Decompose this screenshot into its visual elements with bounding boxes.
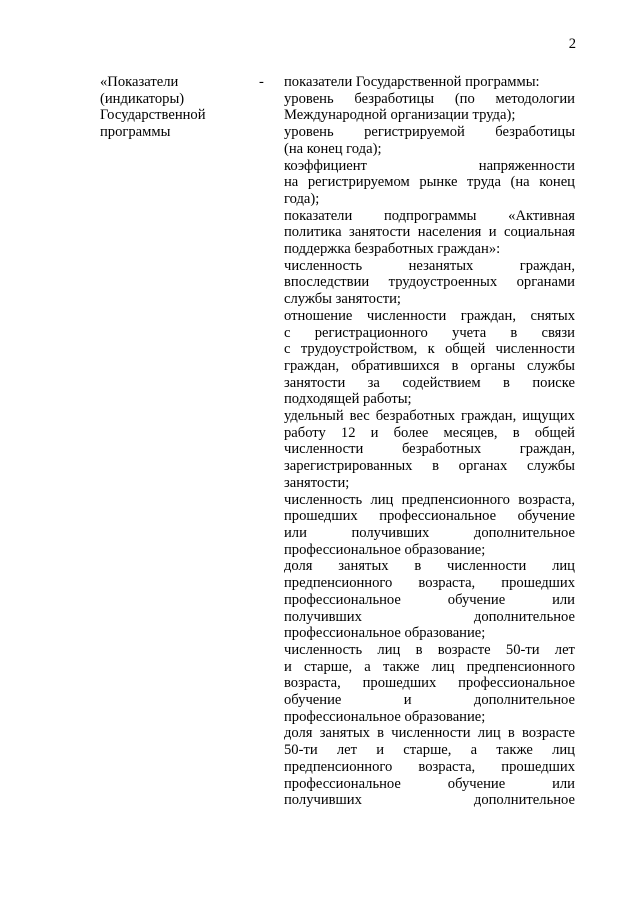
word: возраста,: [518, 491, 575, 508]
word: или: [284, 524, 307, 541]
word: численность: [284, 641, 363, 658]
word: снятых: [530, 307, 575, 324]
word: напряженности: [478, 157, 575, 174]
text-line: [284, 191, 575, 208]
word: трудоустройством,: [300, 341, 418, 358]
word: профессиональное образование;: [284, 708, 486, 725]
word: занятости: [349, 224, 411, 241]
word: в: [510, 324, 518, 341]
text-line: [284, 776, 575, 793]
word: к: [427, 341, 435, 358]
word: предпенсионного: [401, 491, 510, 508]
word: безработных: [375, 408, 456, 425]
word: граждан,: [461, 408, 517, 425]
word: обучение: [517, 508, 575, 525]
word: лиц: [377, 641, 401, 658]
word: удельный: [284, 408, 344, 425]
word: получивших: [284, 608, 362, 625]
text-line: [284, 659, 575, 676]
word: а: [470, 742, 478, 759]
word: граждан,: [519, 441, 575, 458]
text-line: [284, 759, 575, 776]
word: связи: [541, 324, 575, 341]
word: возраста,: [418, 575, 476, 592]
indicator-paragraph: [284, 558, 575, 642]
word: лет: [554, 641, 575, 658]
text-line: [284, 74, 575, 91]
text-line: [284, 174, 575, 191]
word: месяцев,: [443, 424, 498, 441]
word: органами: [516, 274, 575, 291]
word: в: [415, 641, 423, 658]
word: в: [512, 424, 520, 441]
word: прошедших: [284, 508, 358, 525]
word: численности: [495, 341, 575, 358]
word: прошедших: [501, 758, 575, 775]
separator-dash: -: [259, 74, 264, 90]
word: безработицы: [354, 90, 435, 107]
text-line: [284, 107, 575, 124]
word: в: [377, 725, 385, 742]
word: также: [382, 658, 420, 675]
heading-line: (индикаторы): [100, 90, 185, 107]
word: обучение: [447, 775, 506, 792]
word: рынке: [419, 174, 458, 191]
word: возраста,: [418, 758, 476, 775]
word: 50-ти: [284, 742, 318, 759]
word: Международной организации труда);: [284, 107, 516, 124]
word: в: [432, 458, 440, 475]
word: лиц: [552, 558, 575, 575]
text-line: [284, 575, 575, 592]
text-line: [284, 141, 575, 158]
word: безработных: [401, 441, 482, 458]
word: (по: [454, 90, 475, 107]
word: и: [376, 742, 385, 759]
word: доля: [284, 558, 313, 575]
word: профессиональное: [284, 775, 401, 792]
word: предпенсионного: [284, 575, 393, 592]
word: поиске: [532, 374, 575, 391]
word: в: [507, 725, 515, 742]
word: в: [503, 374, 510, 391]
word: занятости: [284, 374, 346, 391]
word: профессиональное: [379, 508, 497, 525]
text-line: [284, 525, 575, 542]
indicator-paragraph: [284, 74, 575, 124]
word: профессиональное: [458, 675, 575, 692]
word: службы: [526, 458, 575, 475]
text-line: [284, 642, 575, 659]
word: возрасте: [437, 641, 491, 658]
word: численность: [284, 491, 363, 508]
word: численности: [391, 725, 471, 742]
word: на: [284, 174, 299, 191]
word: и: [284, 658, 292, 675]
indicator-paragraph: [284, 308, 575, 408]
word: показатели: [284, 207, 353, 224]
word: прошедших: [501, 575, 575, 592]
word: граждан,: [519, 257, 575, 274]
indicator-paragraph: [284, 492, 575, 559]
word: с: [284, 324, 291, 341]
word: дополнительное: [473, 792, 575, 809]
indicator-paragraph: [284, 258, 575, 308]
text-line: [284, 124, 575, 141]
word: регистрационного: [314, 324, 428, 341]
text-line: [284, 792, 575, 809]
word: предпенсионного: [284, 758, 393, 775]
text-line: [284, 692, 575, 709]
word: регистрируемой: [364, 124, 465, 141]
word: лет: [336, 742, 358, 759]
word: граждан,: [284, 357, 340, 374]
word: регистрируемом: [307, 174, 410, 191]
text-line: [284, 475, 575, 492]
text-line: [284, 492, 575, 509]
word: лиц: [370, 491, 394, 508]
word: уровень: [284, 124, 334, 141]
word: более: [393, 424, 429, 441]
word: доля: [284, 725, 313, 742]
word: численности: [446, 558, 527, 575]
word: социальная: [504, 224, 575, 241]
text-line: [284, 592, 575, 609]
indicator-paragraph: [284, 158, 575, 208]
word: населения: [417, 224, 482, 241]
word: прошедших: [362, 675, 437, 692]
word: возрасте: [521, 725, 575, 742]
text-line: [284, 458, 575, 475]
word: с: [284, 341, 291, 358]
text-line: [284, 291, 575, 308]
word: службы занятости;: [284, 291, 401, 308]
text-line: [284, 725, 575, 742]
word: дополнительное: [473, 608, 575, 625]
word: труда: [467, 174, 501, 191]
text-line: [284, 208, 575, 225]
word: в: [414, 558, 422, 575]
text-line: [284, 341, 575, 358]
word: работу: [284, 424, 326, 441]
text-line: [284, 441, 575, 458]
word: обучение: [447, 591, 506, 608]
text-line: [284, 391, 575, 408]
word: безработицы: [495, 124, 575, 141]
word: «Активная: [508, 207, 575, 224]
text-line: [284, 358, 575, 375]
word: дополнительное: [473, 524, 575, 541]
word: профессиональное: [284, 591, 401, 608]
word: получивших: [351, 524, 430, 541]
heading-line: Государственной: [100, 107, 206, 124]
word: (на: [510, 174, 530, 191]
text-line: [284, 258, 575, 275]
word: и: [403, 692, 412, 709]
heading-line: «Показатели: [100, 74, 179, 90]
word: 50-ти: [505, 641, 540, 658]
word: за: [367, 374, 380, 391]
text-line: [284, 542, 575, 559]
word: занятых: [319, 725, 370, 742]
indicator-paragraph: [284, 408, 575, 492]
word: конец: [539, 174, 575, 191]
text-line: [284, 425, 575, 442]
word: а: [364, 658, 371, 675]
word: также: [496, 742, 533, 759]
word: занятости;: [284, 474, 350, 491]
indicator-paragraph: [284, 124, 575, 157]
word: обратившихся: [351, 357, 440, 374]
word: (на конец года);: [284, 140, 382, 157]
word: общей: [445, 341, 486, 358]
word: политика: [284, 224, 342, 241]
word: подпрограммы: [383, 207, 477, 224]
word: вес: [349, 408, 370, 425]
word: поддержка безработных граждан»:: [284, 241, 501, 258]
word: лиц: [552, 742, 575, 759]
word: учета: [452, 324, 487, 341]
word: незанятых: [408, 257, 474, 274]
word: органы: [470, 357, 516, 374]
text-line: [284, 241, 575, 258]
word: численности: [366, 307, 447, 324]
word: трудоустроенных: [388, 274, 498, 291]
text-line: [284, 325, 575, 342]
word: методологии: [495, 90, 575, 107]
word: старше,: [303, 658, 353, 675]
word: или: [552, 591, 575, 608]
text-line: [284, 742, 575, 759]
word: численность: [284, 257, 363, 274]
word: лиц: [477, 725, 501, 742]
word: дополнительное: [473, 692, 575, 709]
word: численности: [284, 441, 364, 458]
word: занятых: [338, 558, 389, 575]
indicator-paragraph: [284, 725, 575, 809]
text-line: [284, 709, 575, 726]
word: органах: [458, 458, 508, 475]
word: подходящей работы;: [284, 391, 412, 408]
word: уровень: [284, 90, 334, 107]
word: службы: [527, 357, 575, 374]
heading-line: программы: [100, 124, 171, 141]
word: или: [552, 775, 575, 792]
word: возраста,: [284, 675, 341, 692]
word: 12: [340, 424, 356, 441]
word: ищущих: [522, 408, 575, 425]
page-number: 2: [568, 36, 576, 52]
text-line: [284, 609, 575, 626]
word: года);: [284, 190, 320, 207]
word: отношение: [284, 307, 353, 324]
word: предпенсионного: [466, 658, 575, 675]
word: зарегистрированных: [284, 458, 413, 475]
text-line: [284, 625, 575, 642]
word: показатели Государственной программы:: [284, 74, 540, 90]
indicator-paragraph: [284, 208, 575, 258]
text-line: [284, 408, 575, 425]
text-line: [284, 224, 575, 241]
text-line: [284, 308, 575, 325]
text-line: [284, 375, 575, 392]
word: в: [451, 357, 459, 374]
indicator-heading: [100, 74, 250, 141]
word: профессиональное образование;: [284, 541, 486, 558]
text-line: [284, 675, 575, 692]
word: и: [370, 424, 379, 441]
word: получивших: [284, 792, 362, 809]
word: коэффициент: [284, 157, 367, 174]
word: граждан,: [460, 307, 516, 324]
word: профессиональное образование;: [284, 625, 486, 642]
text-line: [284, 508, 575, 525]
word: впоследствии: [284, 274, 370, 291]
word: лиц: [431, 658, 455, 675]
text-line: [284, 91, 575, 108]
word: общей: [534, 424, 575, 441]
text-line: [284, 558, 575, 575]
word: содействием: [402, 374, 481, 391]
indicators-list: [284, 74, 575, 809]
text-line: [284, 274, 575, 291]
word: старше,: [403, 742, 452, 759]
text-line: [284, 158, 575, 175]
word: и: [488, 224, 497, 241]
word: обучение: [284, 692, 342, 709]
indicator-paragraph: [284, 642, 575, 726]
